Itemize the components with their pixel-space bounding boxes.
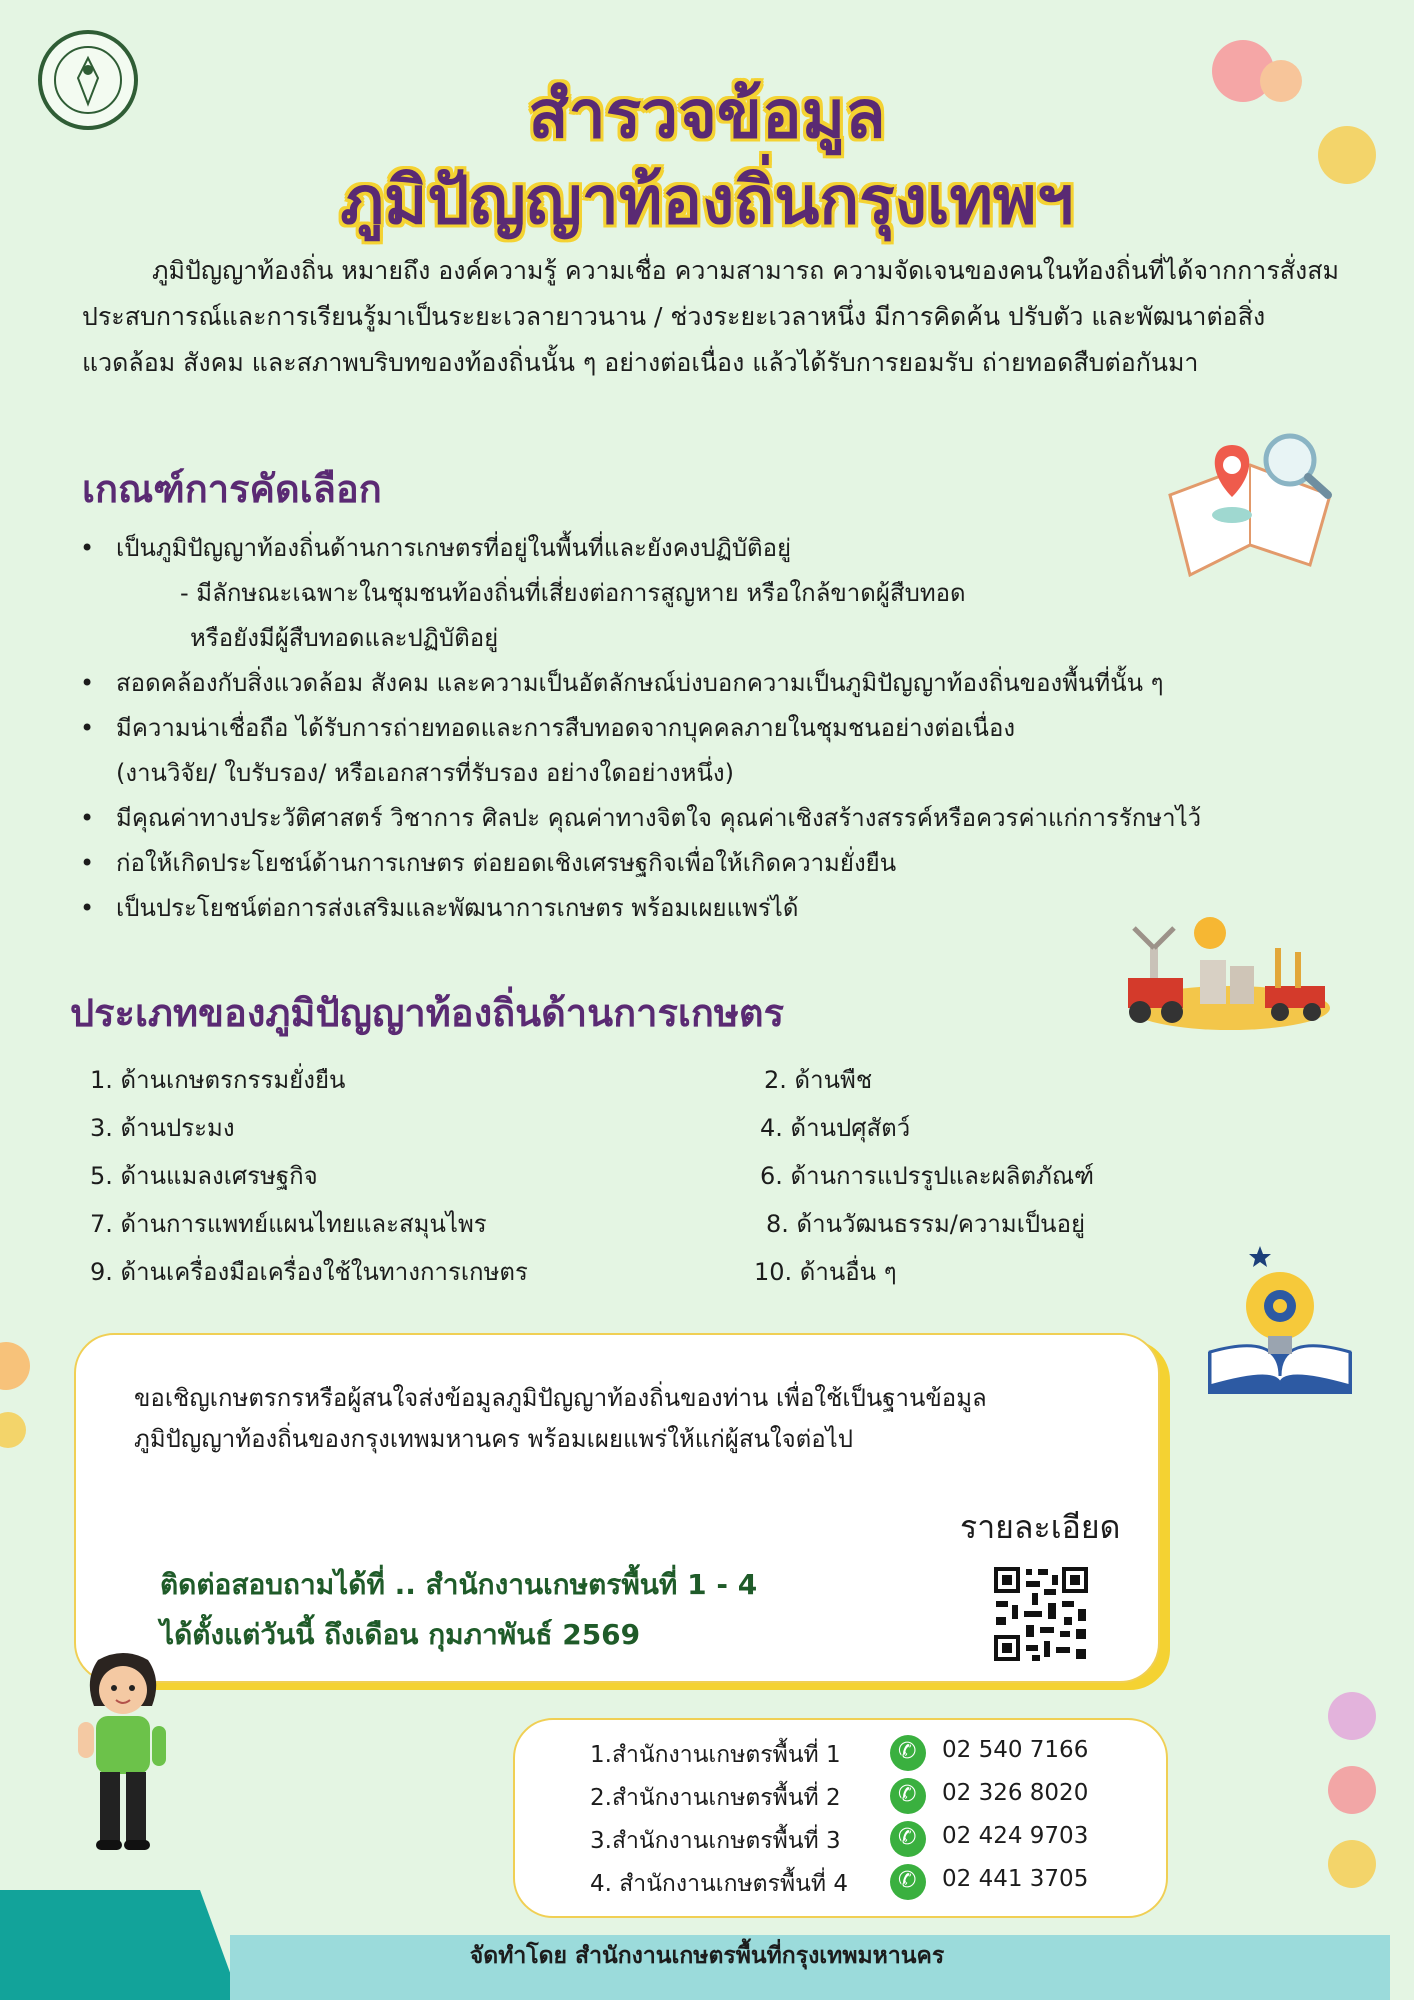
phone-row-3 (515, 1819, 1170, 1859)
phone-row-4 (515, 1862, 1170, 1902)
type-2: 2. ด้านพืช (764, 1066, 873, 1094)
phone-row-2 (515, 1776, 1170, 1816)
phone-row-1 (515, 1733, 1170, 1773)
types-heading: ประเภทของภูมิปัญญาท้องถิ่นด้านการเกษตร (70, 990, 784, 1035)
type-5: 5. ด้านแมลงเศรษฐกิจ (90, 1162, 318, 1190)
decor-circle-left-orange (0, 1342, 30, 1390)
contact-line-1: ติดต่อสอบถามได้ที่ .. สำนักงานเกษตรพื้นที่ 1 - 4 (160, 1568, 758, 1601)
type-10: 10. ด้านอื่น ๆ (754, 1258, 897, 1286)
type-1: 1. ด้านเกษตรกรรมยั่งยืน (90, 1066, 346, 1094)
phone-row-label: 2.สำนักงานเกษตรพื้นที่ 2 (590, 1785, 841, 1811)
criteria-item-1-sub-b: หรือยังมีผู้สืบทอดและปฏิบัติอยู่ (190, 624, 499, 652)
detail-label: รายละเอียด (960, 1508, 1121, 1546)
contact-text (160, 1560, 860, 1660)
type-6: 6. ด้านการแปรรูปและผลิตภัณฑ์ (760, 1162, 1095, 1190)
phone-number[interactable]: 02 424 9703 (942, 1823, 1089, 1849)
title-line1: สำรวจข้อมูล (528, 75, 886, 153)
criteria-item-3: • มีความน่าเชื่อถือ ได้รับการถ่ายทอดและการสืบทอดจากบุคคลภายในชุมชนอย่างต่อเนื่อง (80, 706, 1340, 751)
phone-number[interactable]: 02 326 8020 (942, 1780, 1089, 1806)
contact-line-2: ได้ตั้งแต่วันนี้ ถึงเดือน กุมภาพันธ์ 2569 (160, 1618, 641, 1651)
criteria-item-1: • เป็นภูมิปัญญาท้องถิ่นด้านการเกษตรที่อยู่ในพื้นที่และยังคงปฏิบัติอยู่ (80, 526, 1340, 571)
intro-paragraph (82, 248, 1352, 386)
type-8: 8. ด้านวัฒนธรรม/ความเป็นอยู่ (766, 1210, 1086, 1238)
decor-circle-right-lilac (1328, 1692, 1376, 1740)
farmer-character-illustration (68, 1650, 178, 1865)
type-7: 7. ด้านการแพทย์แผนไทยและสมุนไพร (90, 1210, 487, 1238)
phone-icon (890, 1864, 926, 1900)
decor-circle-right-yellow (1328, 1840, 1376, 1888)
phone-icon (890, 1821, 926, 1857)
criteria-item-3-cont: (งานวิจัย/ ใบรับรอง/ หรือเอกสารที่รับรอง อย่างใดอย่างหนึ่ง) (116, 759, 734, 787)
decor-circle-right-pink (1328, 1766, 1376, 1814)
lightbulb-book-illustration (1200, 1236, 1360, 1416)
criteria-item-6: • เป็นประโยชน์ต่อการส่งเสริมและพัฒนาการเกษตร พร้อมเผยแพร่ได้ (80, 886, 1340, 931)
qr-code[interactable] (992, 1565, 1090, 1663)
invite-text: ขอเชิญเกษตรกรหรือผู้สนใจส่งข้อมูลภูมิปัญญาท้องถิ่นของท่าน เพื่อใช้เป็นฐานข้อมูลภูมิปัญญาท้องถิ่นของกรุงเทพมหานคร พร้อมเผยแพร่ให้แก่ผู้สนใจต่อไป (134, 1384, 987, 1453)
phone-icon (890, 1778, 926, 1814)
type-3: 3. ด้านประมง (90, 1114, 235, 1142)
criteria-item-1-sub-a: - มีลักษณะเฉพาะในชุมชนท้องถิ่นที่เสี่ยงต่อการสูญหาย หรือใกล้ขาดผู้สืบทอด (180, 579, 966, 607)
phone-list-box (513, 1718, 1168, 1918)
intro-text: ภูมิปัญญาท้องถิ่น หมายถึง องค์ความรู้ ความเชื่อ ความสามารถ ความจัดเจนของคนในท้องถิ่นที่ได้จากการสั่งสมประสบการณ์และการเรียนรู้มาเป็นระยะเวลายาวนาน / ช่วงระยะเวลาหนึ่ง มีการคิดค้น ปรับตัว และพัฒนาต่อสิ่งแวดล้อม สังคม และสภาพบริบทของท้องถิ่นนั้น ๆ อย่างต่อเนื่อง แล้วได้รับการยอมรับ ถ่ายทอดสืบต่อกันมา (82, 256, 1339, 377)
phone-row-label: 3.สำนักงานเกษตรพื้นที่ 3 (590, 1828, 841, 1854)
criteria-item-2: • สอดคล้องกับสิ่งแวดล้อม สังคม และความเป็นอัตลักษณ์บ่งบอกความเป็นภูมิปัญญาท้องถิ่นของพื้นที่นั้น ๆ (80, 661, 1340, 706)
phone-row-label: 1.สำนักงานเกษตรพื้นที่ 1 (590, 1742, 841, 1768)
farm-illustration (1120, 908, 1335, 1038)
criteria-heading: เกณฑ์การคัดเลือก (82, 466, 382, 511)
type-9: 9. ด้านเครื่องมือเครื่องใช้ในทางการเกษตร (90, 1258, 528, 1286)
phone-number[interactable]: 02 540 7166 (942, 1737, 1089, 1763)
phone-row-label: 4. สำนักงานเกษตรพื้นที่ 4 (590, 1871, 848, 1897)
phone-number[interactable]: 02 441 3705 (942, 1866, 1089, 1892)
decor-circle-left-yellow (0, 1412, 26, 1448)
type-4: 4. ด้านปศุสัตว์ (760, 1114, 911, 1142)
criteria-item-5: • ก่อให้เกิดประโยชน์ด้านการเกษตร ต่อยอดเชิงเศรษฐกิจเพื่อให้เกิดความยั่งยืน (80, 841, 1340, 886)
footer-credit: จัดทำโดย สำนักงานเกษตรพื้นที่กรุงเทพมหานคร (469, 1943, 945, 1969)
phone-icon (890, 1735, 926, 1771)
criteria-list (80, 526, 1340, 931)
criteria-item-4: • มีคุณค่าทางประวัติศาสตร์ วิชาการ ศิลปะ คุณค่าทางจิตใจ คุณค่าเชิงสร้างสรรค์หรือควรค่าแก่การรักษาไว้ (80, 796, 1340, 841)
title-line2: ภูมิปัญญาท้องถิ่นกรุงเทพฯ (340, 161, 1074, 239)
